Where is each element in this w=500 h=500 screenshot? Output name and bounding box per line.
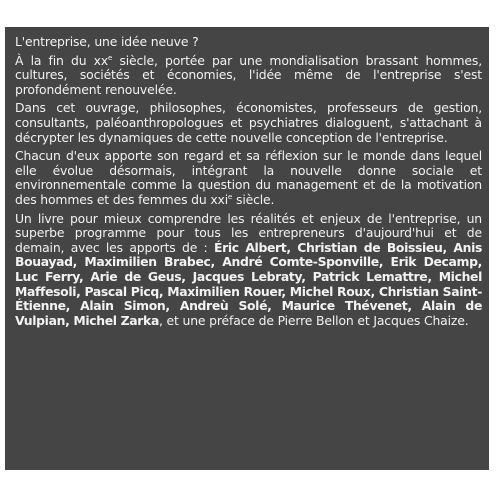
century-superscript: e [108, 53, 113, 62]
pitch-outro: , et une préface de Pierre Bellon et Jacques Chaize. [158, 312, 469, 328]
paragraph-intro-end: siècle, portée par une mondialisation brassant hommes, cultures, sociétés et économies, l'idée même de l'entreprise s'est profondément renouvelée. [15, 52, 482, 97]
paragraph-perspectives-text: Chacun d'eux apporte son regard et sa réflexion sur le monde dans lequel elle évolue désormais, intégrant la nouvelle donne sociale et environnementale comme la question du management et de la motivation des hommes et des femmes du xxi [15, 148, 482, 207]
pitch-intro: Un livre pour mieux comprendre les réalités et enjeux de l'entreprise, un superbe programme pour tous les entrepreneurs d'aujourd'hui et de demain, avec les apports de : [15, 210, 482, 255]
paragraph-intro-start: À la fin du xx [15, 52, 109, 68]
paragraph-perspectives [15, 149, 482, 207]
paragraph-contributors-description: Dans cet ouvrage, philosophes, économistes, professeurs de gestion, consultants, paléoanthropologues et psychiatres dialoguent, s'attachant à décrypter les dynamiques de cette nouvelle conception de l'entreprise. [15, 100, 482, 145]
back-cover-text-panel [5, 27, 489, 470]
paragraph-intro [15, 54, 482, 98]
paragraph-book-pitch [15, 212, 482, 329]
century-superscript-2: e [228, 192, 233, 201]
heading: L'entreprise, une idée neuve ? [15, 34, 199, 49]
contributors-list: Éric Albert, Christian de Boissieu, Anis Bouayad, Maximilien Brabec, André Comte-Sponville, Erik Decamp, Luc Ferry, Arie de Geus, Jacques Lebraty, Patrick Lemattre, Michel Maffesoli, Pascal Picq, Maximilien Rouer, Michel Roux, Christian Saint-Étienne, Alain Simon, Andreù Solé, Maurice Thévenet, Alain de Vulpian, Michel Zarka [15, 239, 483, 328]
paragraph-perspectives-end: siècle. [232, 191, 275, 207]
